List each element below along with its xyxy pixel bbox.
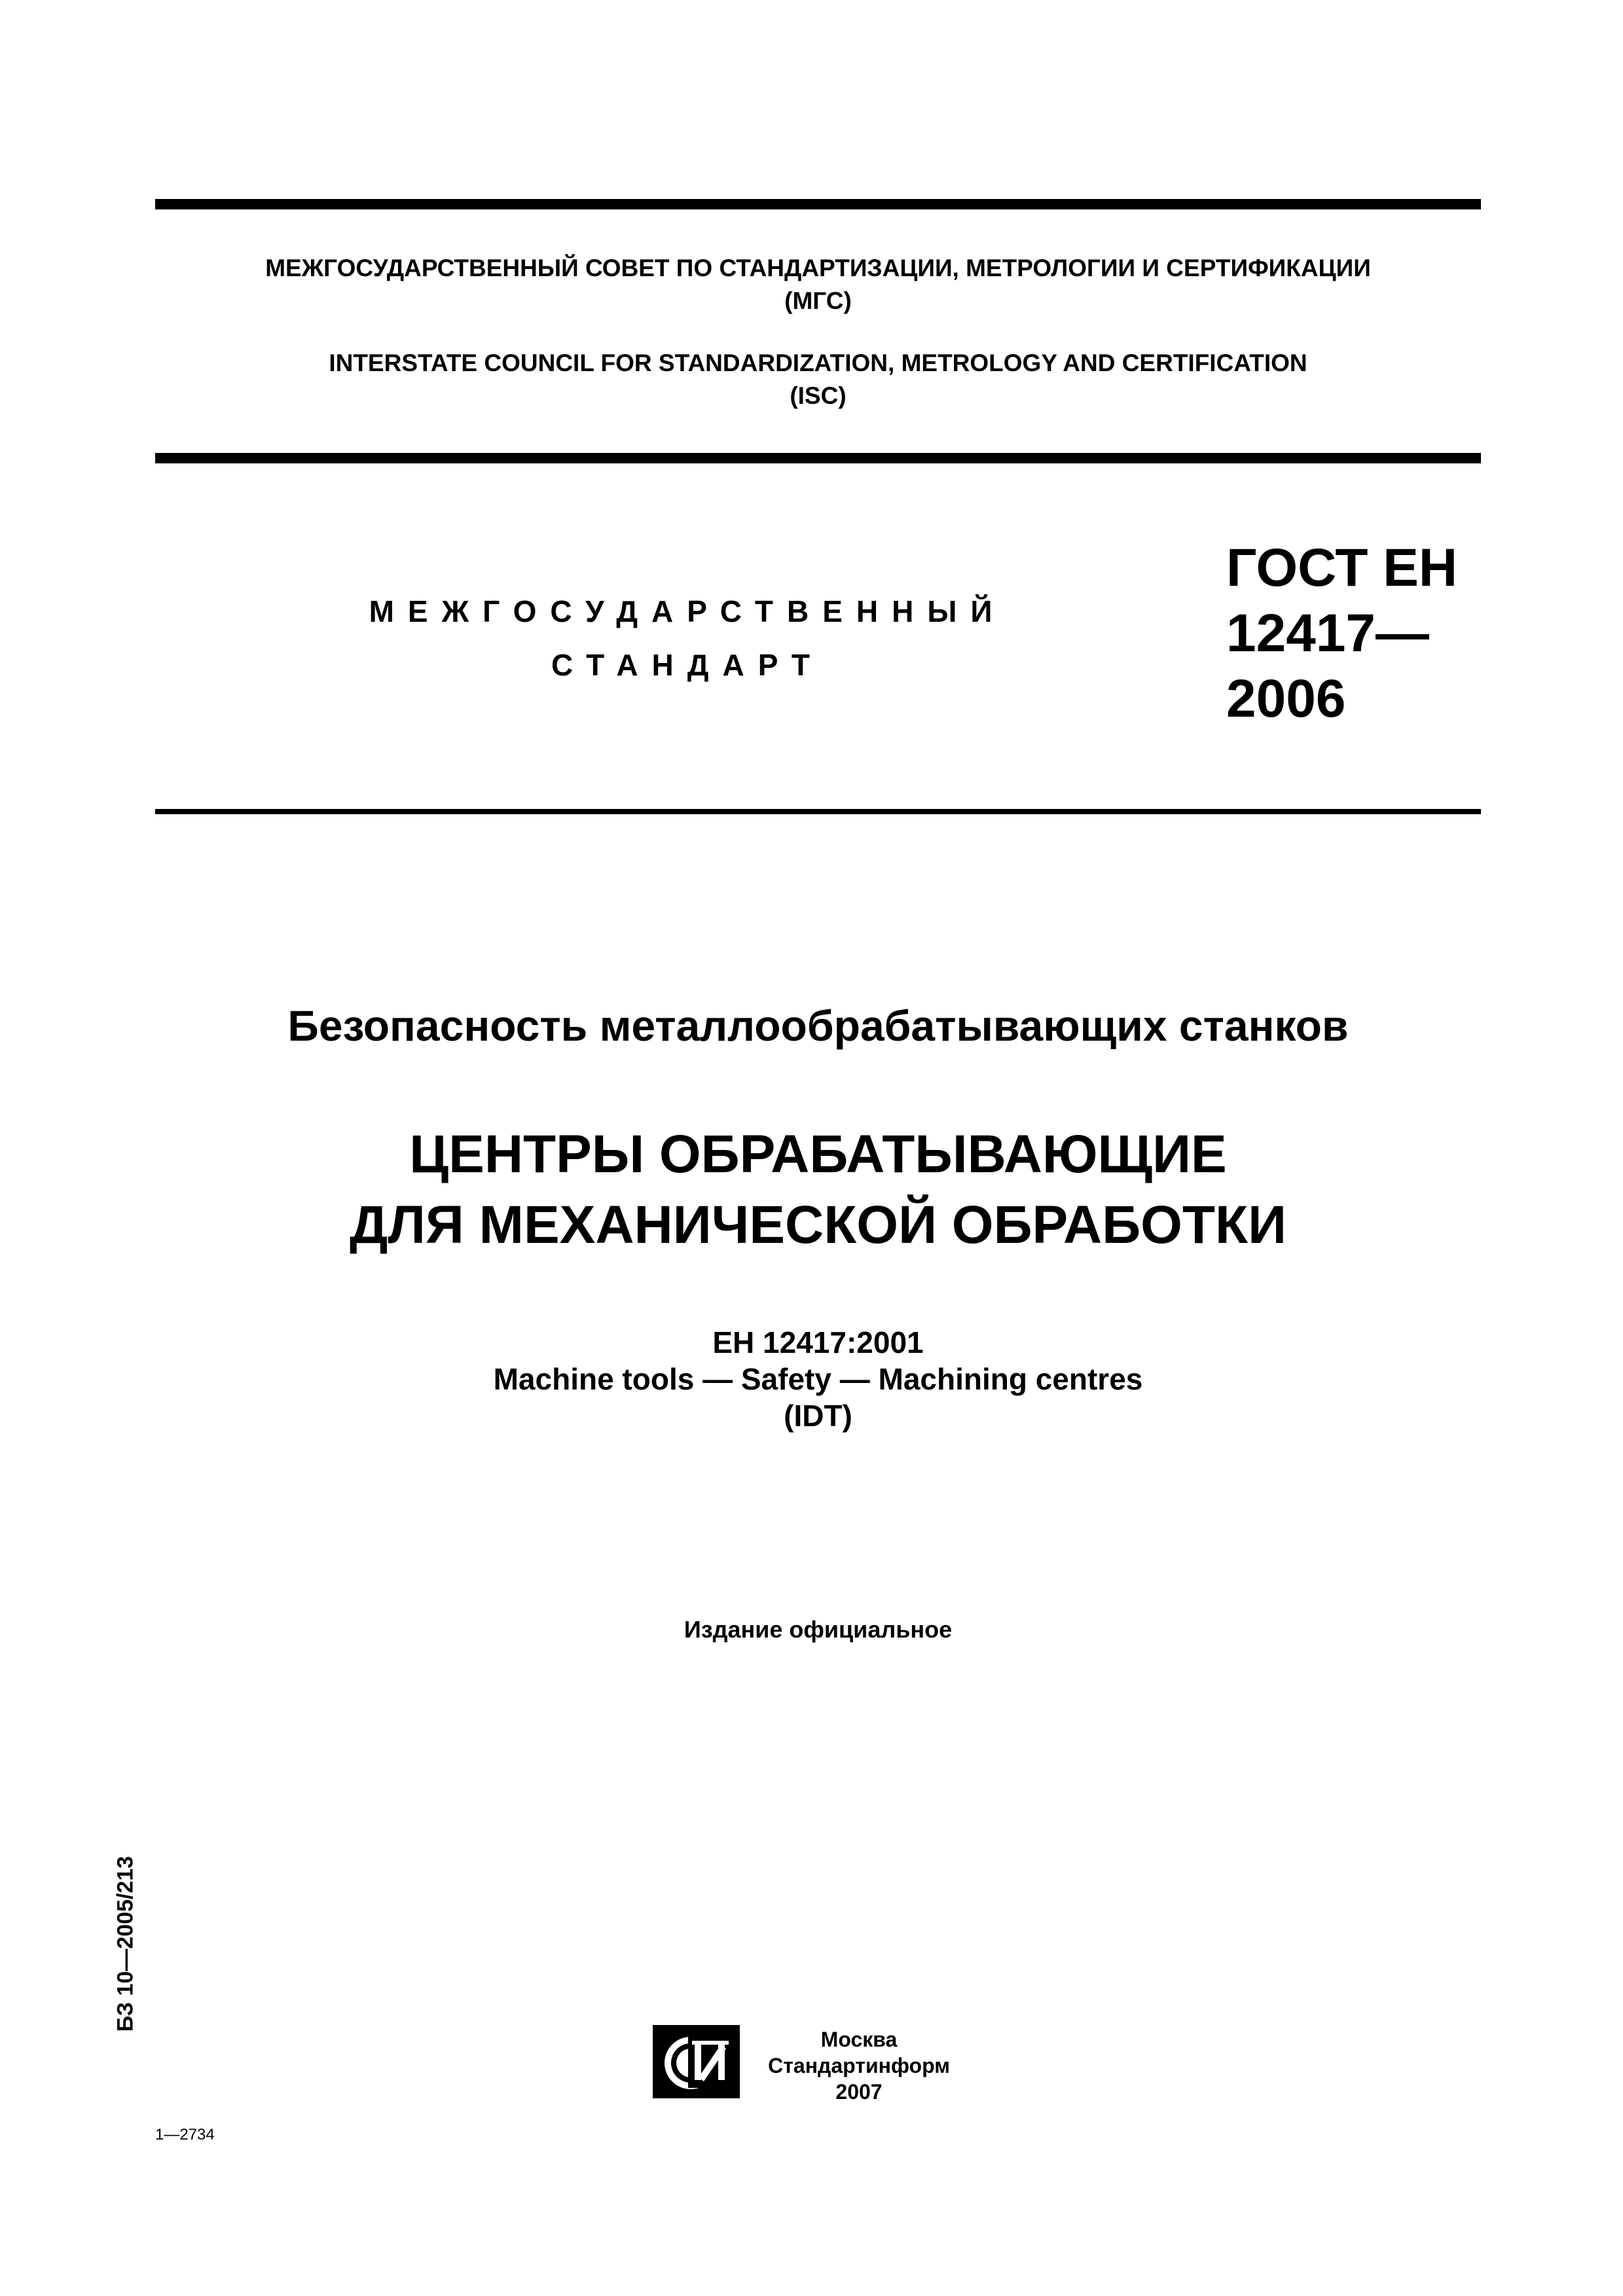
edition-label: Издание официальное (684, 1616, 953, 1643)
identity-degree: (IDT) (784, 1399, 852, 1433)
council-name-en: INTERSTATE COUNCIL FOR STANDARDIZATION, METROLOGY AND CERTIFICATION (329, 350, 1307, 376)
main-title (155, 1119, 1481, 1261)
council-abbr-en: (ISC) (790, 382, 847, 409)
footer-code: 1—2734 (155, 2126, 215, 2144)
side-note-text: БЗ 10—2005/213 (113, 1856, 138, 2032)
publisher-block (761, 2026, 957, 2105)
header-bottom-rule (155, 809, 1481, 814)
standard-code-line2: 12417— (1226, 603, 1430, 663)
main-title-line1: ЦЕНТРЫ ОБРАБАТЫВАЮЩИЕ (409, 1124, 1227, 1184)
standard-code (1226, 535, 1457, 732)
council-name-ru: МЕЖГОСУДАРСТВЕННЫЙ СОВЕТ ПО СТАНДАРТИЗАЦИИ, МЕТРОЛОГИИ И СЕРТИФИКАЦИИ (265, 255, 1371, 281)
subject-title: Безопасность металлообрабатывающих станков (287, 1001, 1349, 1050)
english-title: Machine tools — Safety — Machining centres (493, 1362, 1143, 1396)
publisher-year: 2007 (835, 2080, 883, 2104)
reference-standard: ЕН 12417:2001 (712, 1325, 924, 1359)
standard-type-line2: СТАНДАРТ (551, 648, 824, 682)
top-rule (155, 199, 1481, 209)
standard-type (367, 584, 1008, 692)
standard-type-line1: МЕЖГОСУДАРСТВЕННЫЙ (369, 594, 1006, 628)
council-block-en (155, 347, 1481, 412)
council-abbr-ru: (МГС) (784, 287, 852, 314)
identity-block (155, 1324, 1481, 1434)
main-title-line2: ДЛЯ МЕХАНИЧЕСКОЙ ОБРАБОТКИ (349, 1195, 1287, 1255)
council-block-ru (155, 252, 1481, 317)
publisher-name: Стандартинформ (768, 2054, 950, 2077)
council-bottom-rule (155, 453, 1481, 463)
standard-code-line1: ГОСТ ЕН (1226, 538, 1458, 598)
standard-code-line3: 2006 (1226, 669, 1346, 728)
standartinform-logo-icon (653, 2025, 740, 2098)
publisher-city: Москва (820, 2028, 898, 2051)
